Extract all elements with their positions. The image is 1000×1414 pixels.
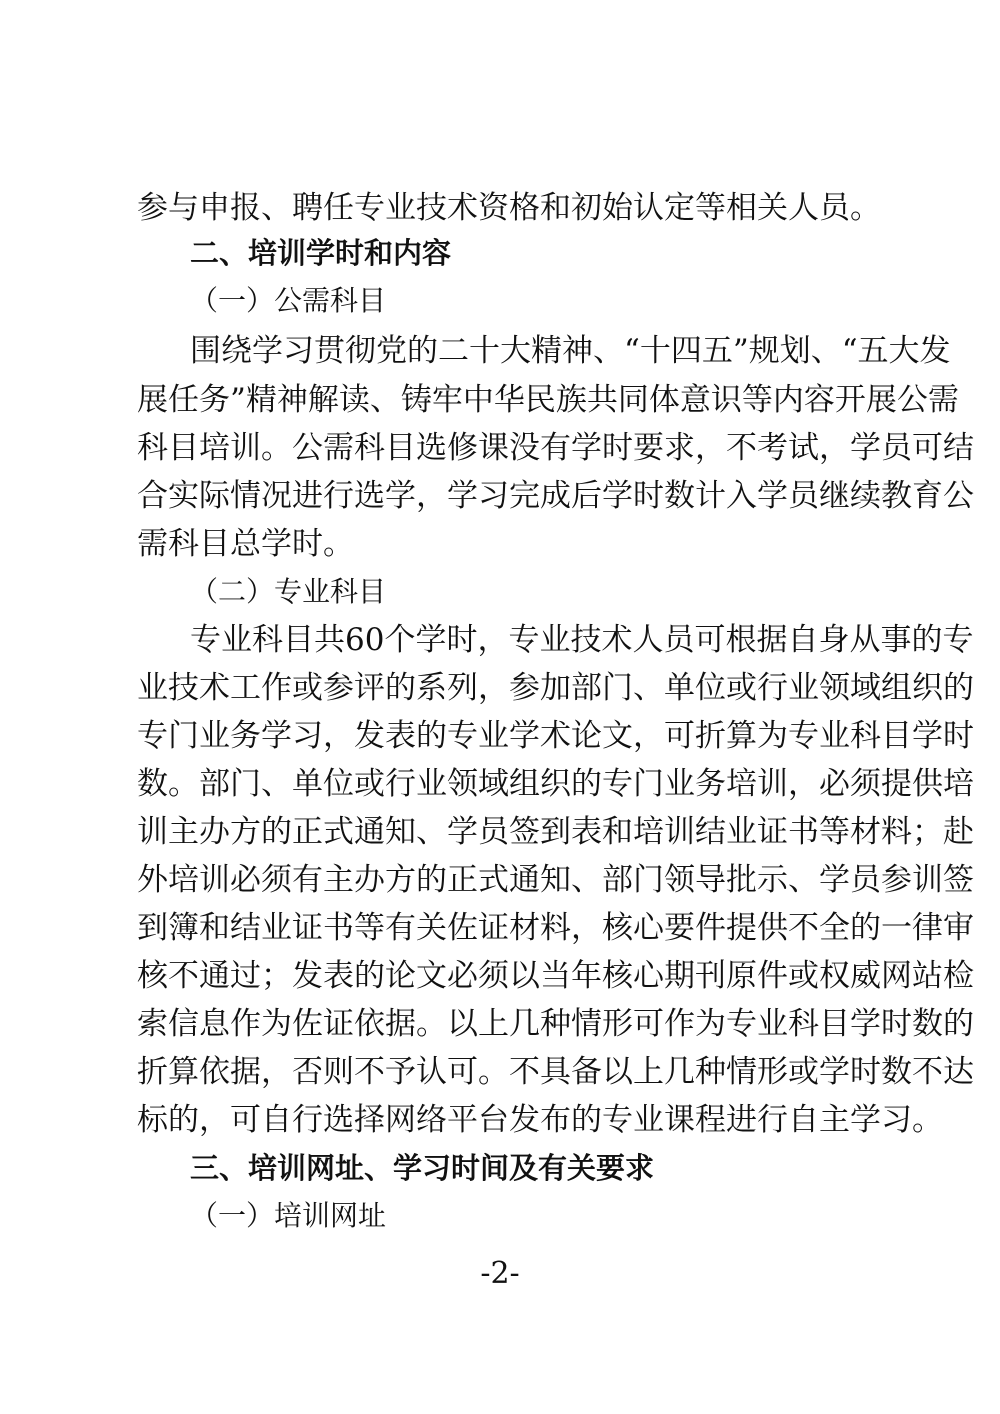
paragraph-line: 业技术工作或参评的系列，参加部门、单位或行业领域组织的 (137, 670, 974, 706)
paragraph-line: 外培训必须有主办方的正式通知、部门领导批示、学员参训签 (137, 862, 974, 898)
subsection-heading-website: （一）培训网址 (190, 1199, 387, 1232)
paragraph-line: 折算依据，否则不予认可。不具备以上几种情形或学时数不达 (137, 1054, 974, 1090)
paragraph-line: 参与申报、聘任专业技术资格和初始认定等相关人员。 (137, 190, 881, 226)
paragraph-line: 需科目总学时。 (137, 526, 354, 562)
paragraph-line: 展任务”精神解读、铸牢中华民族共同体意识等内容开展公需 (137, 382, 959, 418)
paragraph-line: 训主办方的正式通知、学员签到表和培训结业证书等材料；赴 (137, 814, 974, 850)
paragraph-line: 核不通过；发表的论文必须以当年核心期刊原件或权威网站检 (137, 958, 974, 994)
paragraph-line: 数。部门、单位或行业领域组织的专门业务培训，必须提供培 (137, 766, 974, 802)
page-number: -2- (480, 1256, 520, 1291)
subsection-heading-professional: （二）专业科目 (190, 575, 387, 608)
paragraph-line: 科目培训。公需科目选修课没有学时要求，不考试，学员可结 (137, 430, 974, 466)
section-heading-2: 二、培训学时和内容 (190, 236, 452, 270)
section-heading-3: 三、培训网址、学习时间及有关要求 (190, 1151, 655, 1185)
paragraph-line: 围绕学习贯彻党的二十大精神、“十四五”规划、“五大发 (190, 333, 951, 369)
paragraph-line: 索信息作为佐证依据。以上几种情形可作为专业科目学时数的 (137, 1006, 974, 1042)
paragraph-line: 专业科目共60个学时，专业技术人员可根据自身从事的专 (190, 622, 974, 658)
subsection-heading-public: （一）公需科目 (190, 284, 387, 317)
paragraph-line: 到簿和结业证书等有关佐证材料，核心要件提供不全的一律审 (137, 910, 974, 946)
paragraph-line: 专门业务学习，发表的专业学术论文，可折算为专业科目学时 (137, 718, 974, 754)
paragraph-line: 标的，可自行选择网络平台发布的专业课程进行自主学习。 (137, 1102, 943, 1138)
paragraph-line: 合实际情况进行选学，学习完成后学时数计入学员继续教育公 (137, 478, 974, 514)
